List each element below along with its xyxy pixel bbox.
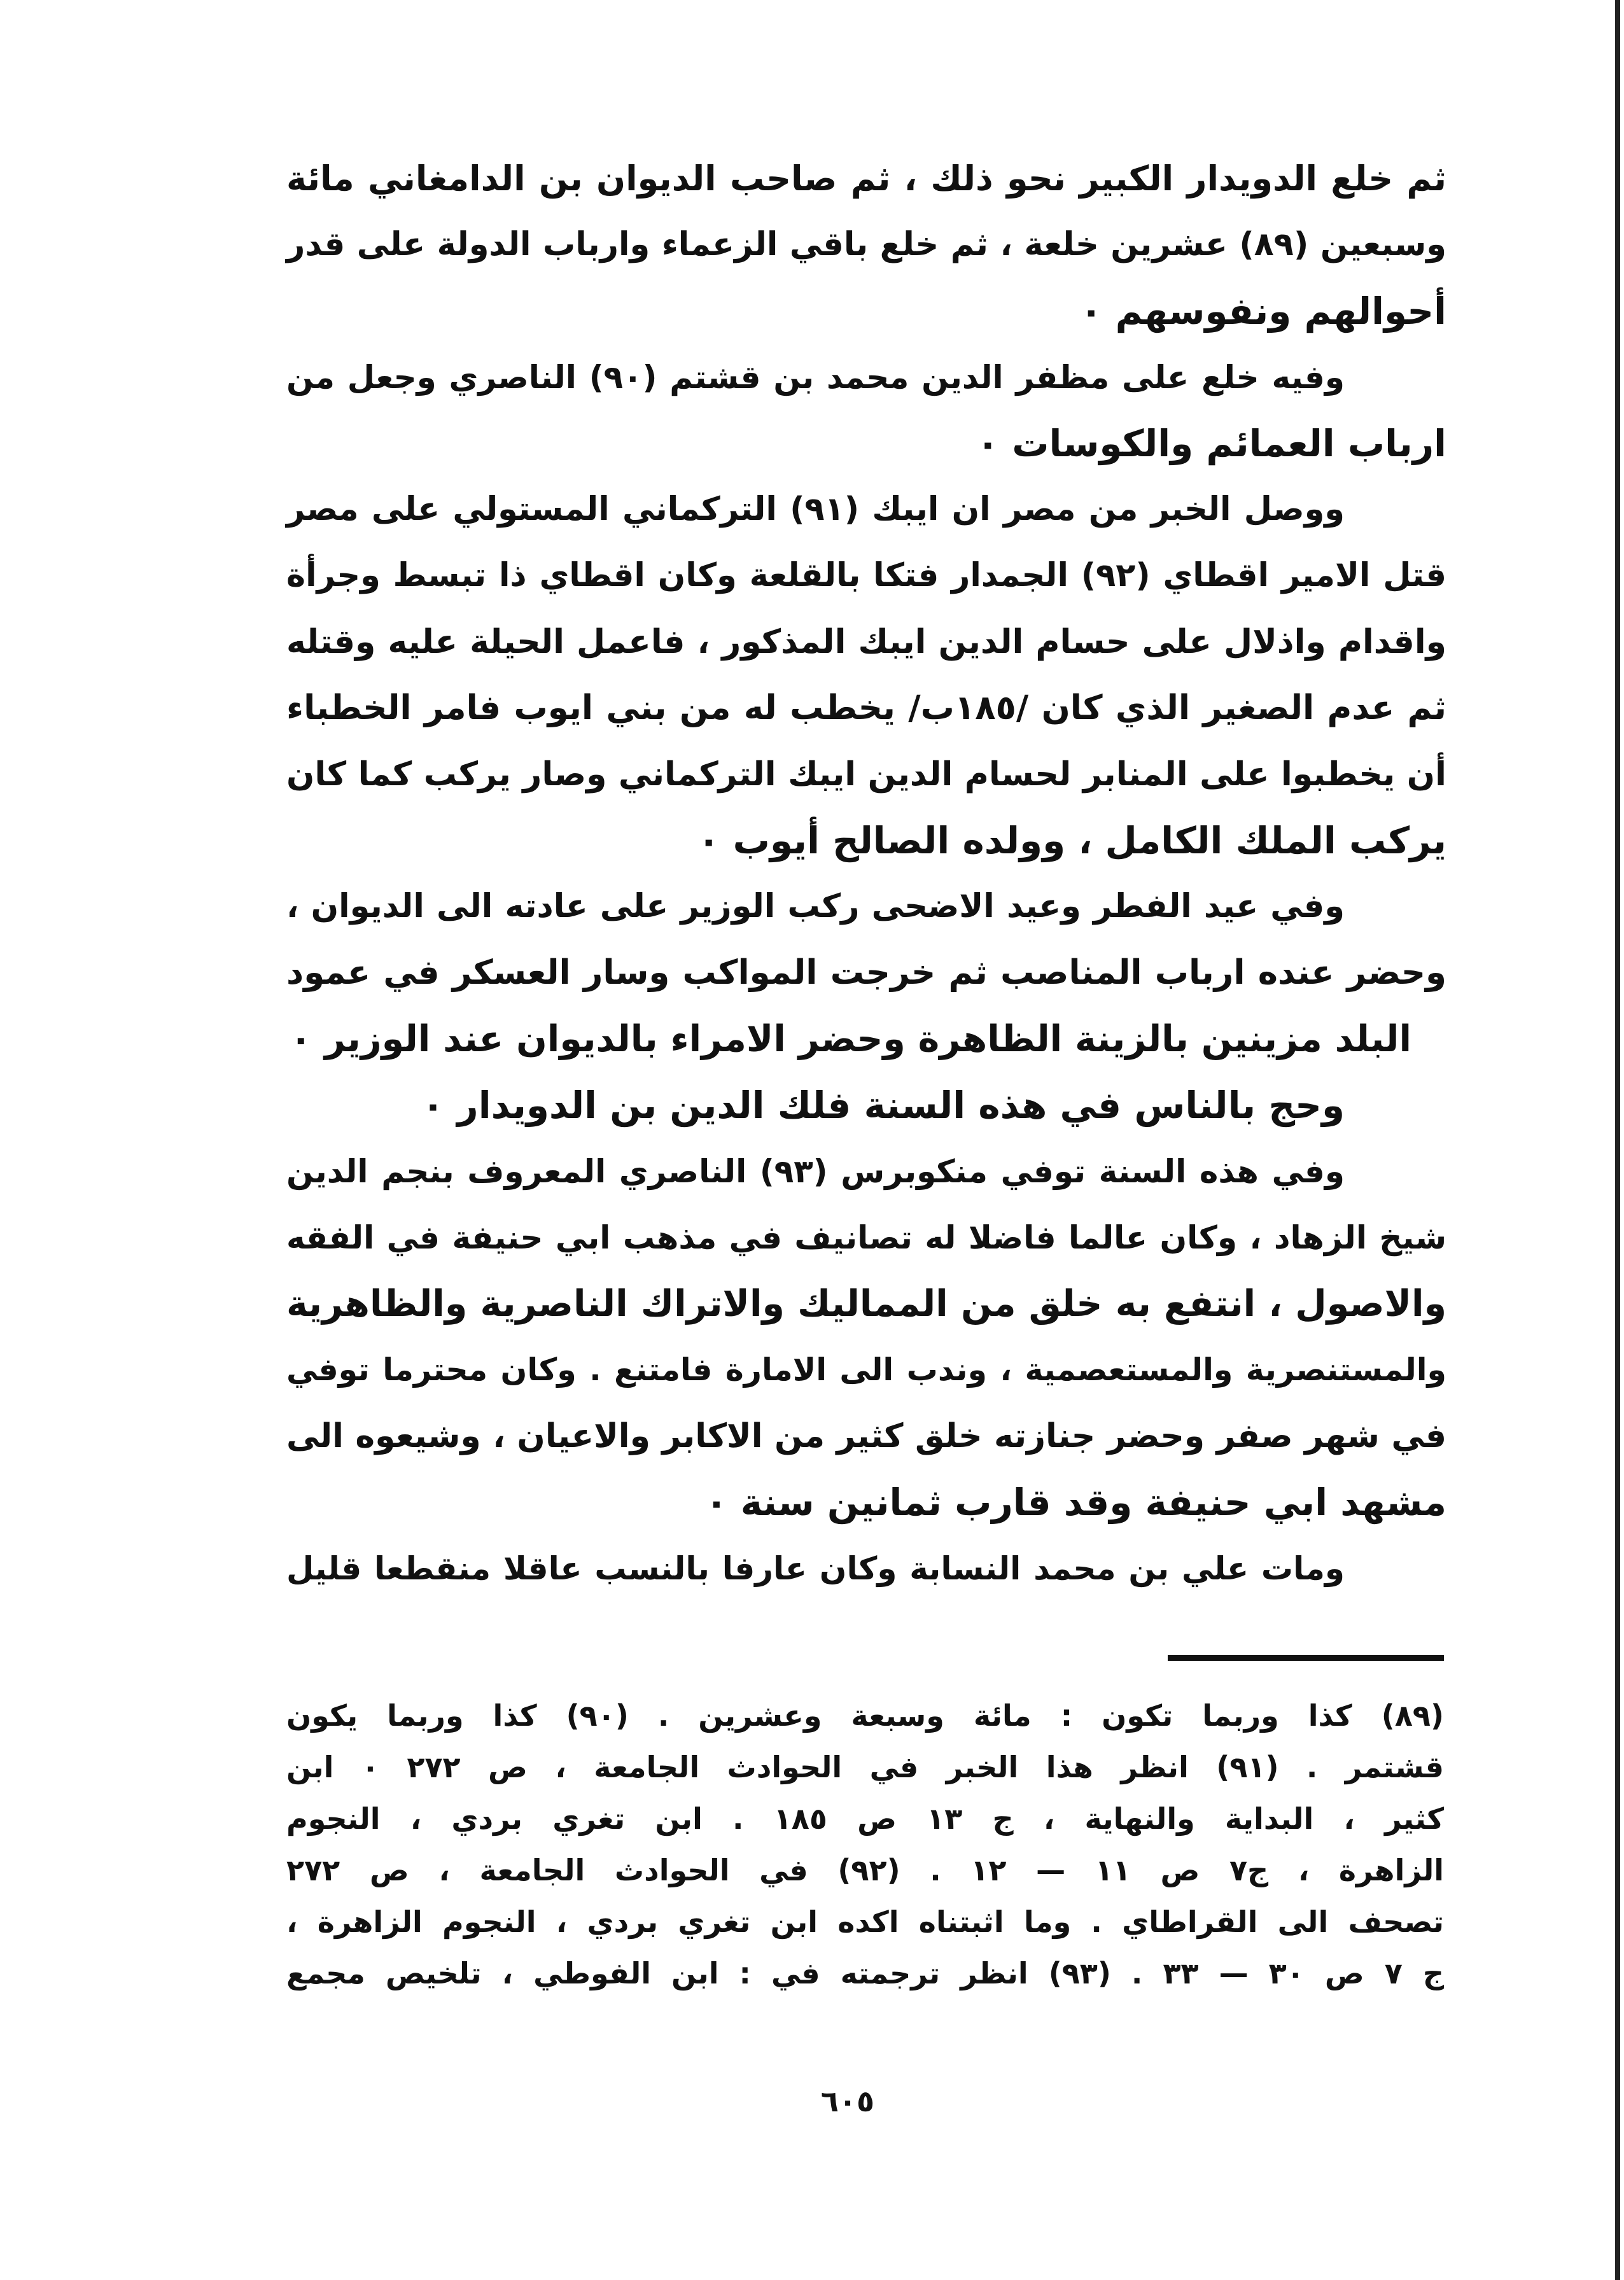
footnote-line: (٨٩) كذا وربما تكون : مائة وسبعة وعشرين . (٩٠) كذا وربما يكون bbox=[286, 1698, 1444, 1733]
footnote-line: تصحف الى القراطاي . وما اثبتناه اكده ابن تغري بردي ، النجوم الزاهرة ، bbox=[286, 1905, 1444, 1939]
text-line: والاصول ، انتفع به خلق من المماليك والاتراك الناصرية والظاهرية bbox=[286, 1283, 1446, 1325]
text-line: قتل الامير اقطاي (٩٢) الجمدار فتكا بالقلعة وكان اقطاي ذا تبسط وجرأة bbox=[286, 557, 1446, 594]
footnote-line: ج ٧ ص ٣٠ — ٣٣ . (٩٣) انظر ترجمته في : ابن الفوطي ، تلخيص مجمع bbox=[286, 1956, 1445, 1990]
text-line: البلد مزينين بالزينة الظاهرة وحضر الامراء بالديوان عند الوزير ٠ bbox=[290, 1018, 1411, 1060]
text-line: والمستنصرية والمستعصمية ، وندب الى الامارة فامتنع . وكان محترما توفي bbox=[286, 1352, 1446, 1388]
text-line: وفي عيد الفطر وعيد الاضحى ركب الوزير على عادته الى الديوان ، bbox=[286, 888, 1345, 925]
text-line: أن يخطبوا على المنابر لحسام الدين ايبك التركماني وصار يركب كما كان bbox=[286, 755, 1446, 794]
text-line: ومات علي بن محمد النسابة وكان عارفا بالنسب عاقلا منقطعا قليل bbox=[286, 1550, 1345, 1587]
footnote-line: قشتمر . (٩١) انظر هذا الخبر في الحوادث الجامعة ، ص ٢٧٢ ٠ ابن bbox=[286, 1750, 1444, 1784]
footnote-line: الزاهرة ، ج٧ ص ١١ — ١٢ . (٩٢) في الحوادث الجامعة ، ص ٢٧٢ bbox=[286, 1853, 1444, 1887]
text-line: ارباب العمائم والكوسات ٠ bbox=[976, 422, 1446, 465]
text-line: ووصل الخبر من مصر ان ايبك (٩١) التركماني المستولي على مصر bbox=[286, 491, 1345, 528]
main-text bbox=[286, 146, 1446, 1602]
page-edge-line bbox=[1615, 0, 1620, 2280]
text-line: شيخ الزهاد ، وكان عالما فاضلا له تصانيف في مذهب ابي حنيفة في الفقه bbox=[286, 1219, 1446, 1256]
text-line: وسبعين (٨٩) عشرين خلعة ، ثم خلع باقي الزعماء وارباب الدولة على قدر bbox=[286, 226, 1446, 263]
text-line: ثم عدم الصغير الذي كان /١٨٥ب/ يخطب له من بني ايوب فامر الخطباء bbox=[286, 689, 1446, 727]
footnotes bbox=[286, 1690, 1444, 1999]
text-line: في شهر صفر وحضر جنازته خلق كثير من الاكابر والاعيان ، وشيعوه الى bbox=[286, 1417, 1446, 1455]
footnote-separator bbox=[1168, 1655, 1444, 1661]
text-line: وفيه خلع على مظفر الدين محمد بن قشتم (٩٠) الناصري وجعل من bbox=[286, 359, 1345, 396]
footnote-line: كثير ، البداية والنهاية ، ج ١٣ ص ١٨٥ . ابن تغري بردي ، النجوم bbox=[286, 1801, 1444, 1836]
text-line: وحضر عنده ارباب المناصب ثم خرجت المواكب وسار العسكر في عمود bbox=[286, 953, 1446, 992]
text-line: ثم خلع الدويدار الكبير نحو ذلك ، ثم صاحب الديوان بن الدامغاني مائة bbox=[286, 158, 1446, 199]
text-line: واقدام واذلال على حسام الدين ايبك المذكور ، فاعمل الحيلة عليه وقتله bbox=[286, 623, 1446, 661]
text-line: يركب الملك الكامل ، وولده الصالح أيوب ٠ bbox=[697, 819, 1446, 862]
page-number: ٦٠٥ bbox=[820, 2084, 875, 2118]
text-line: مشهد ابي حنيفة وقد قارب ثمانين سنة ٠ bbox=[705, 1481, 1446, 1524]
text-line: وفي هذه السنة توفي منكوبرس (٩٣) الناصري المعروف بنجم الدين bbox=[286, 1153, 1345, 1190]
text-line: وحج بالناس في هذه السنة فلك الدين بن الدويدار ٠ bbox=[421, 1084, 1345, 1127]
text-line: أحوالهم ونفوسهم ٠ bbox=[1079, 290, 1446, 333]
